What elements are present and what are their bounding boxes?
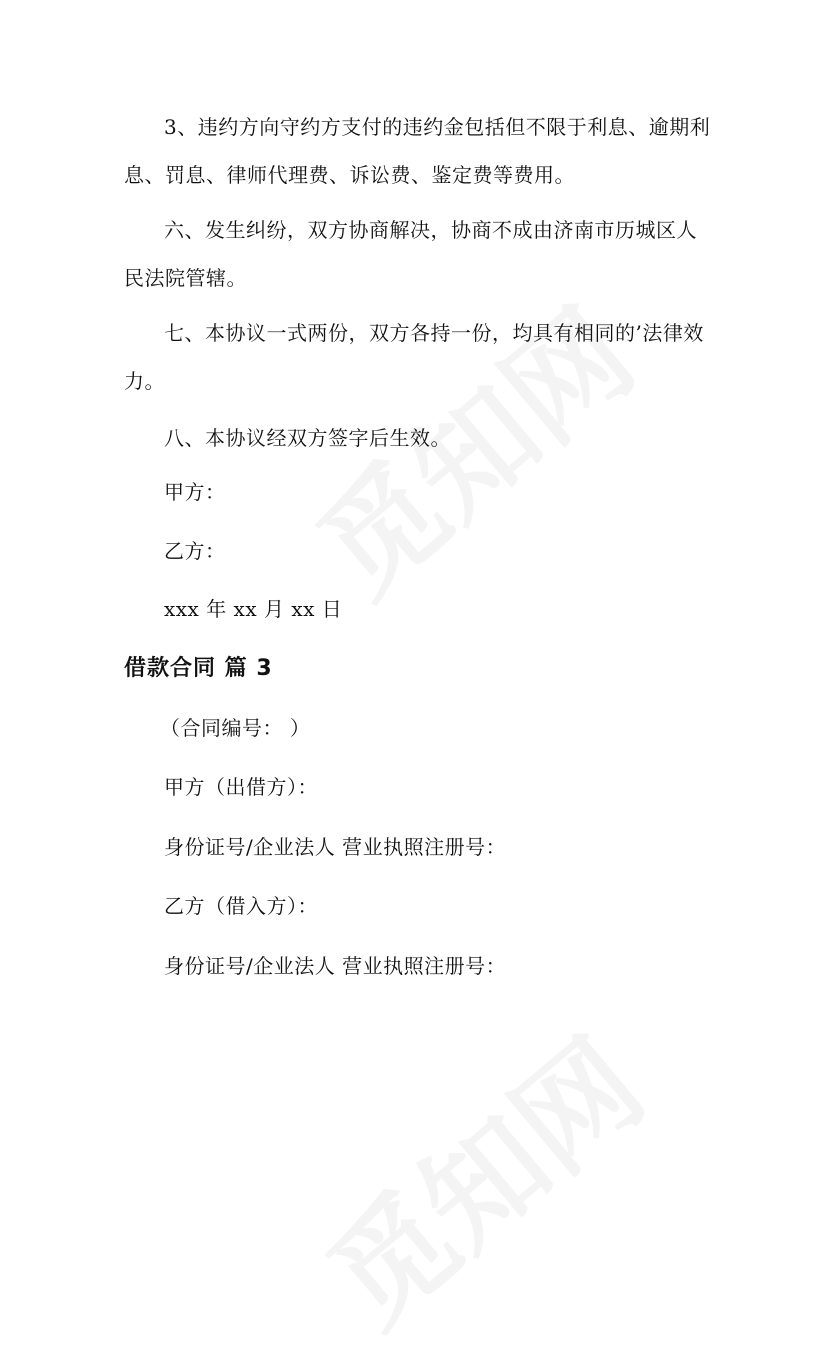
- signing-date: xxx 年 xx 月 xx 日: [164, 597, 343, 621]
- lender-id-label: 身份证号/企业法人 营业执照注册号：: [164, 835, 507, 859]
- lender-label: 甲方（出借方）：: [164, 775, 318, 799]
- party-a-signature: 甲方：: [164, 480, 226, 504]
- borrower-id-label: 身份证号/企业法人 营业执照注册号：: [164, 954, 507, 978]
- clause-effective: 八、本协议经双方签字后生效。: [164, 426, 451, 450]
- borrower-label: 乙方（借入方）：: [164, 894, 318, 918]
- clause-penalty: 3、违约方向守约方支付的违约金包括但不限于利息、逾期利息、罚息、律师代理费、诉讼费、鉴定费等费用。: [124, 115, 711, 187]
- party-b-signature: 乙方：: [164, 539, 226, 563]
- clause-copies: 七、本协议一式两份，双方各持一份，均具有相同的’法律效力。: [124, 321, 704, 393]
- section-heading: 借款合同 篇 3: [124, 656, 273, 681]
- contract-number: （合同编号： ）: [160, 716, 311, 740]
- watermark: [287, 994, 673, 1357]
- clause-dispute: 六、发生纠纷，双方协商解决，协商不成由济南市历城区人民法院管辖。: [124, 218, 697, 290]
